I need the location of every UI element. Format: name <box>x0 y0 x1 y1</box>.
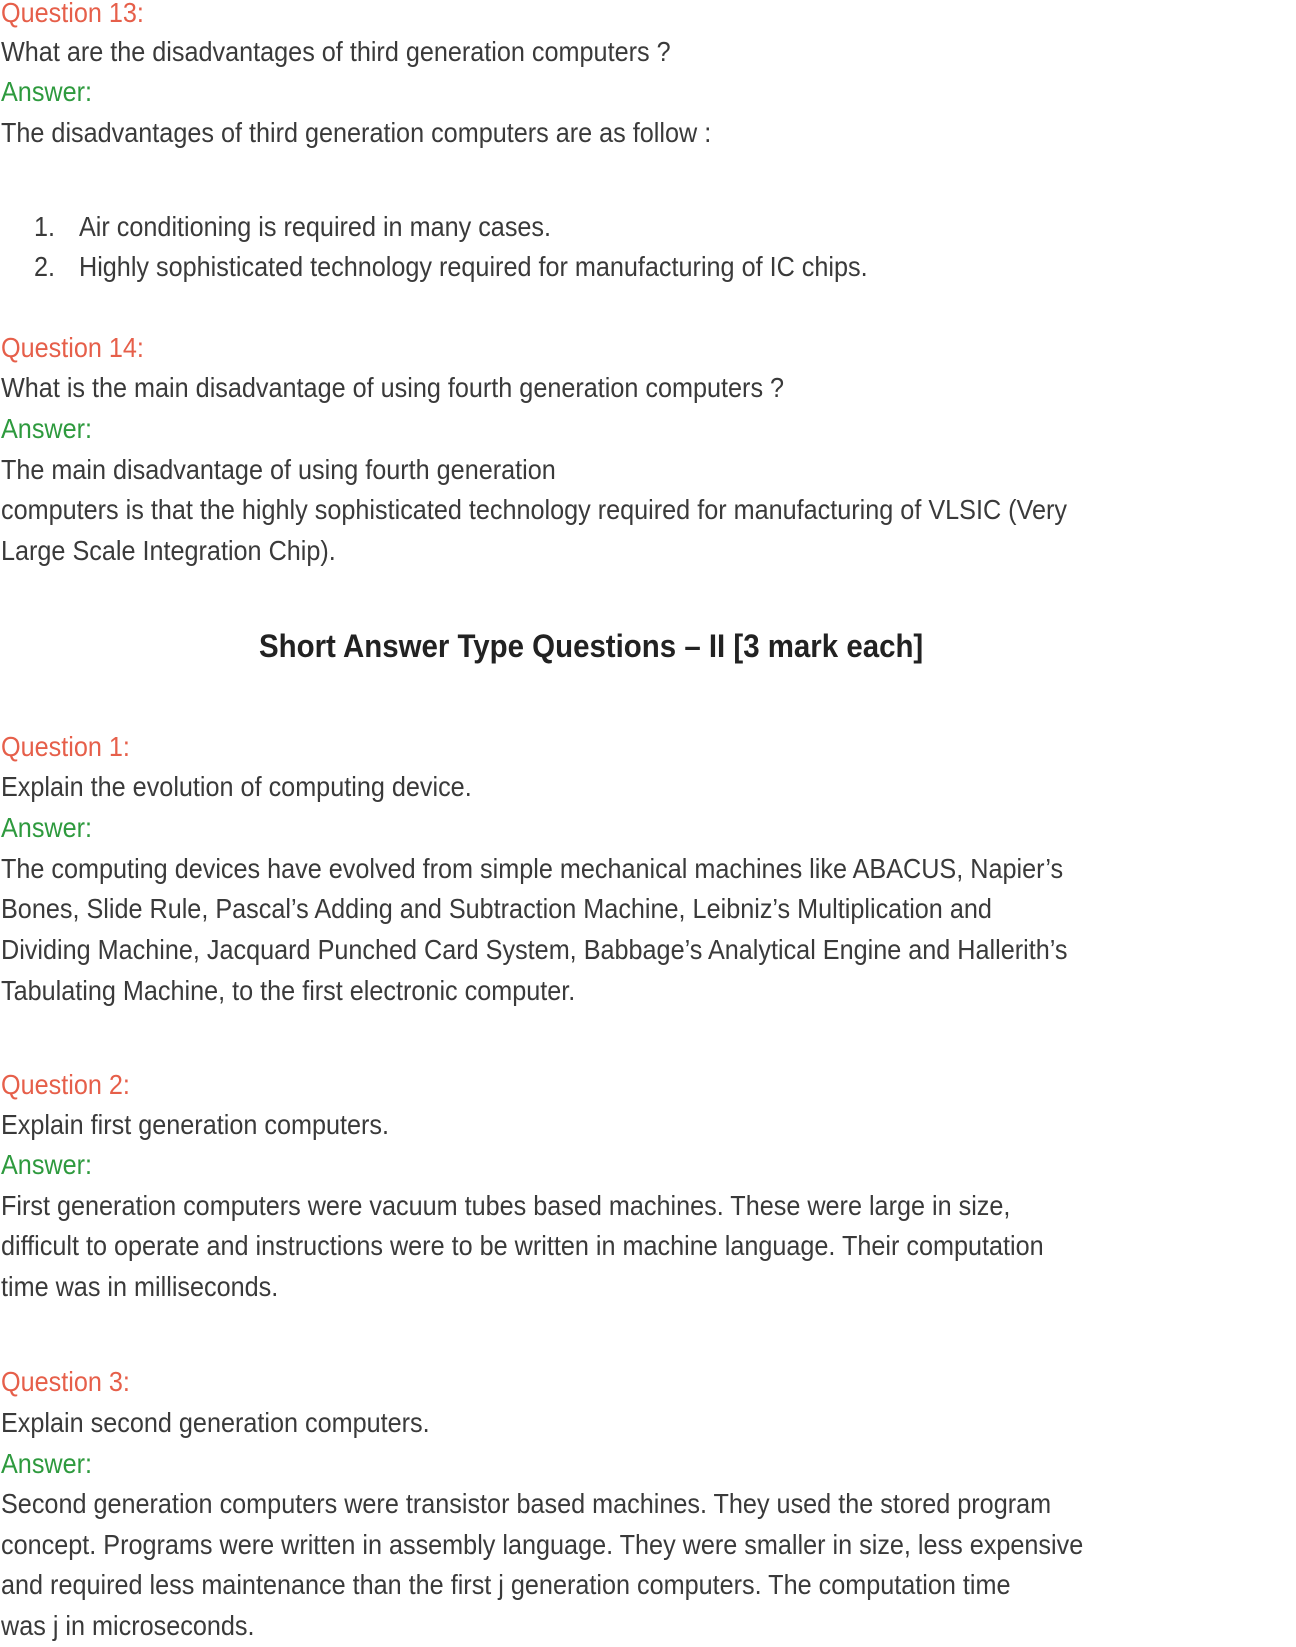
answer-text: Bones, Slide Rule, Pascal’s Adding and Subtraction Machine, Leibniz’s Multiplication and <box>1 893 992 924</box>
answer-text: Tabulating Machine, to the first electronic computer. <box>1 975 576 1006</box>
list-item <box>34 247 868 287</box>
answer-label: Answer: <box>1 1149 93 1180</box>
question-3-label: Question 3: <box>1 1366 130 1397</box>
answer-text: The computing devices have evolved from simple mechanical machines like ABACUS, Napier’s <box>1 853 1064 884</box>
question-14-text: What is the main disadvantage of using fourth generation computers ? <box>1 372 785 403</box>
answer-text: Second generation computers were transistor based machines. They used the stored program <box>1 1488 1052 1519</box>
question-13-label: Question 13: <box>1 0 144 28</box>
question-1-label: Question 1: <box>1 731 130 762</box>
question-3-text: Explain second generation computers. <box>1 1407 430 1438</box>
list-item <box>34 207 551 247</box>
question-14-label: Question 14: <box>1 332 144 363</box>
answer-label: Answer: <box>1 812 93 843</box>
section-heading: Short Answer Type Questions – II [3 mark each] <box>259 628 924 664</box>
answer-label: Answer: <box>1 413 93 444</box>
answer-text: concept. Programs were written in assembly language. They were smaller in size, less expensive <box>1 1529 1084 1560</box>
answer-text: The main disadvantage of using fourth generation <box>1 454 556 485</box>
answer-text: First generation computers were vacuum tubes based machines. These were large in size, <box>1 1190 1011 1221</box>
answer-text: Dividing Machine, Jacquard Punched Card System, Babbage’s Analytical Engine and Hallerith’s <box>1 934 1068 965</box>
list-number: 2. <box>34 251 56 282</box>
question-2-text: Explain first generation computers. <box>1 1109 389 1140</box>
answer-text: and required less maintenance than the first j generation computers. The computation time <box>1 1569 1011 1600</box>
answer-label: Answer: <box>1 76 93 107</box>
question-2-label: Question 2: <box>1 1069 130 1100</box>
question-1-text: Explain the evolution of computing device. <box>1 771 472 802</box>
answer-label: Answer: <box>1 1448 93 1479</box>
answer-text: computers is that the highly sophisticated technology required for manufacturing of VLSIC (Very <box>1 494 1067 525</box>
list-text: Air conditioning is required in many cases. <box>79 211 552 242</box>
list-text: Highly sophisticated technology required for manufacturing of IC chips. <box>79 251 868 282</box>
list-number: 1. <box>34 211 56 242</box>
question-13-text: What are the disadvantages of third generation computers ? <box>1 36 671 67</box>
answer-text: time was in milliseconds. <box>1 1271 279 1302</box>
answer-text: Large Scale Integration Chip). <box>1 535 336 566</box>
answer-text: difficult to operate and instructions were to be written in machine language. Their computation <box>1 1230 1044 1261</box>
answer-text: The disadvantages of third generation computers are as follow : <box>1 117 712 148</box>
answer-text: was j in microseconds. <box>1 1610 255 1641</box>
